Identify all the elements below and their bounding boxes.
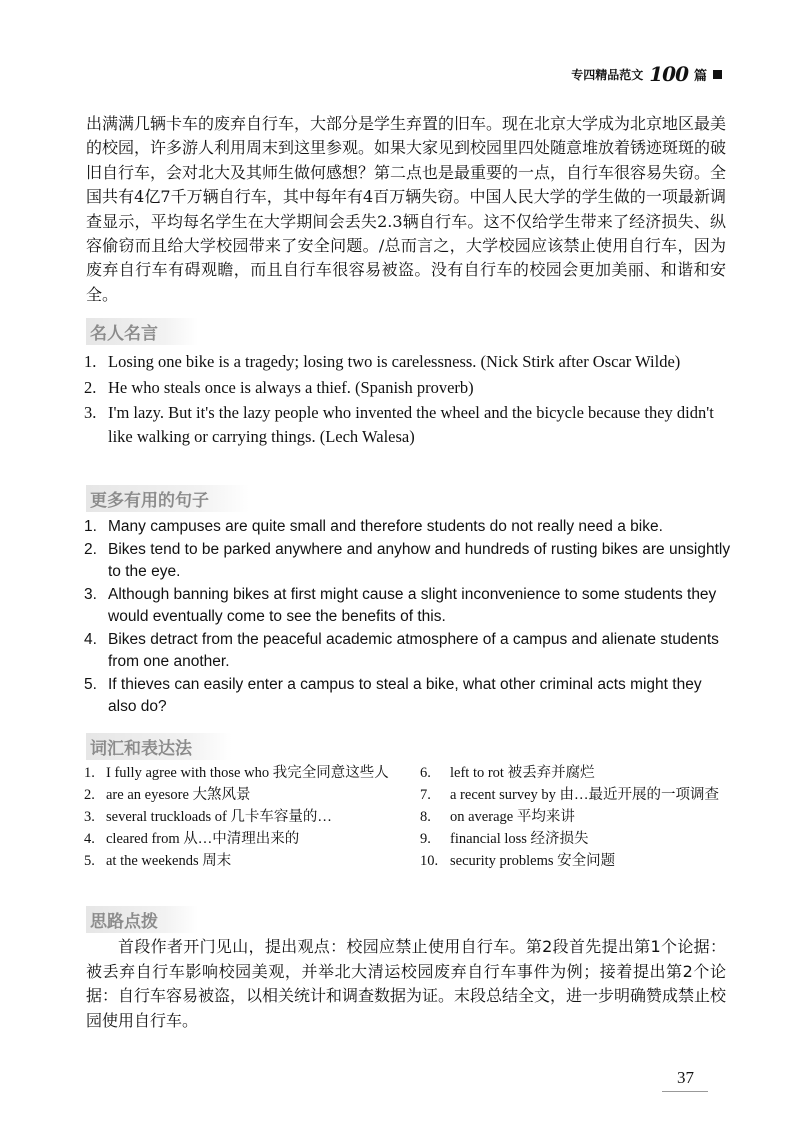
item-number: 3. (84, 403, 97, 422)
quote-text: Losing one bike is a tragedy; losing two is carelessness. (Nick Stirk after Oscar Wilde) (108, 352, 681, 371)
series-title: 专四精品范文 (571, 67, 644, 82)
list-item (84, 674, 732, 718)
list-item (84, 516, 732, 538)
vocab-section-title: 词汇和表达法 (86, 733, 232, 760)
item-number: 1. (84, 765, 95, 781)
list-item (84, 806, 420, 828)
analysis-section-title: 思路点拨 (86, 906, 198, 933)
list-item (420, 806, 740, 828)
sentence-text: Many campuses are quite small and therefore students do not really need a bike. (108, 518, 663, 535)
analysis-paragraph: 首段作者开门见山，提出观点：校园应禁止使用自行车。第2段首先提出第1个论据：被丢弃自行车影响校园美观，并举北大清运校园废弃自行车事件为例；接着提出第2个论据：自行车容易被盗，以相关统计和调查数据为证。末段总结全文，进一步明确赞成禁止校园使用自行车。 (86, 937, 727, 1030)
page-number-underline (662, 1091, 708, 1092)
item-number: 6. (420, 765, 431, 781)
item-number: 3. (84, 586, 97, 603)
vocab-text: a recent survey by 由…最近开展的一项调查 (450, 787, 720, 803)
list-item (420, 850, 740, 872)
list-item (84, 850, 420, 872)
vocab-text: financial loss 经济损失 (450, 831, 589, 847)
vocab-column-right (420, 762, 740, 872)
item-number: 7. (420, 787, 431, 803)
list-item (84, 762, 420, 784)
sentence-text: Bikes detract from the peaceful academic atmosphere of a campus and alienate students from one another. (108, 631, 719, 670)
list-item (84, 401, 732, 448)
quote-text: He who steals once is always a thief. (Spanish proverb) (108, 377, 474, 397)
vocab-text: left to rot 被丢弃并腐烂 (450, 765, 595, 781)
item-number: 9. (420, 831, 431, 847)
list-item (420, 828, 740, 850)
vocab-text: I fully agree with those who 我完全同意这些人 (106, 765, 389, 781)
series-number: 100 (649, 62, 688, 86)
vocab-text: on average 平均来讲 (450, 809, 575, 825)
sentence-text: If thieves can easily enter a campus to steal a bike, what other criminal acts might they also do? (108, 676, 702, 715)
vocab-text: cleared from 从…中清理出来的 (106, 831, 300, 847)
item-number: 3. (84, 809, 95, 825)
running-header (571, 62, 722, 86)
list-item (84, 350, 732, 374)
vocab-text: security problems 安全问题 (450, 853, 616, 869)
vocab-list (84, 762, 744, 872)
item-number: 4. (84, 631, 97, 648)
item-number: 8. (420, 809, 431, 825)
item-number: 2. (84, 787, 95, 803)
item-number: 2. (84, 377, 97, 397)
vocab-text: several truckloads of 几卡车容量的… (106, 809, 332, 825)
quotes-section-title: 名人名言 (86, 318, 198, 345)
list-item (84, 629, 732, 673)
list-item (84, 828, 420, 850)
item-number: 5. (84, 853, 95, 869)
page-number: 37 (677, 1068, 694, 1087)
quote-text: I'm lazy. But it's the lazy people who invented the wheel and the bicycle because they didn't like walking or carrying things. (Lech Walesa) (108, 403, 714, 446)
list-item (84, 539, 732, 583)
item-number: 1. (84, 352, 97, 371)
series-suffix: 篇 (693, 68, 707, 84)
sentence-text: Although banning bikes at first might cause a slight inconvenience to some students they would eventually come to see the benefits of this. (108, 586, 717, 625)
vocab-text: at the weekends 周末 (106, 853, 232, 869)
essay-paragraph: 出满满几辆卡车的废弃自行车，大部分是学生弃置的旧车。现在北京大学成为北京地区最美的校园，许多游人利用周末到这里参观。如果大家见到校园里四处随意堆放着锈迹斑斑的破旧自行车，会对北大及其师生做何感想？第二点也是最重要的一点，自行车很容易失窃。全国共有4亿7千万辆自行车，其中每年有4百万辆失窃。中国人民大学的学生做的一项最新调查显示，平均每名学生在大学期间会丢失2.3辆自行车。这不仅给学生带来了经济损失、纵容偷窃而且给大学校园带来了安全问题。/总而言之，大学校园应该禁止使用自行车，因为废弃自行车有碍观瞻，而且自行车很容易被盗。没有自行车的校园会更加美丽、和谐和安全。 (86, 114, 727, 304)
item-number: 4. (84, 831, 95, 847)
list-item (84, 584, 732, 628)
item-number: 10. (420, 853, 439, 869)
vocab-column-left (84, 762, 420, 872)
item-number: 5. (84, 676, 97, 693)
header-square-mark (713, 70, 722, 79)
vocab-text: are an eyesore 大煞风景 (106, 787, 251, 803)
list-item (420, 784, 740, 806)
sentences-section-title: 更多有用的句子 (86, 485, 249, 512)
quotes-list (84, 350, 732, 450)
list-item (84, 376, 732, 400)
sentence-text: Bikes tend to be parked anywhere and anyhow and hundreds of rusting bikes are unsightly to the eye. (108, 541, 731, 580)
list-item (420, 762, 740, 784)
item-number: 2. (84, 541, 97, 558)
list-item (84, 784, 420, 806)
sentences-list (84, 516, 732, 719)
item-number: 1. (84, 518, 97, 535)
